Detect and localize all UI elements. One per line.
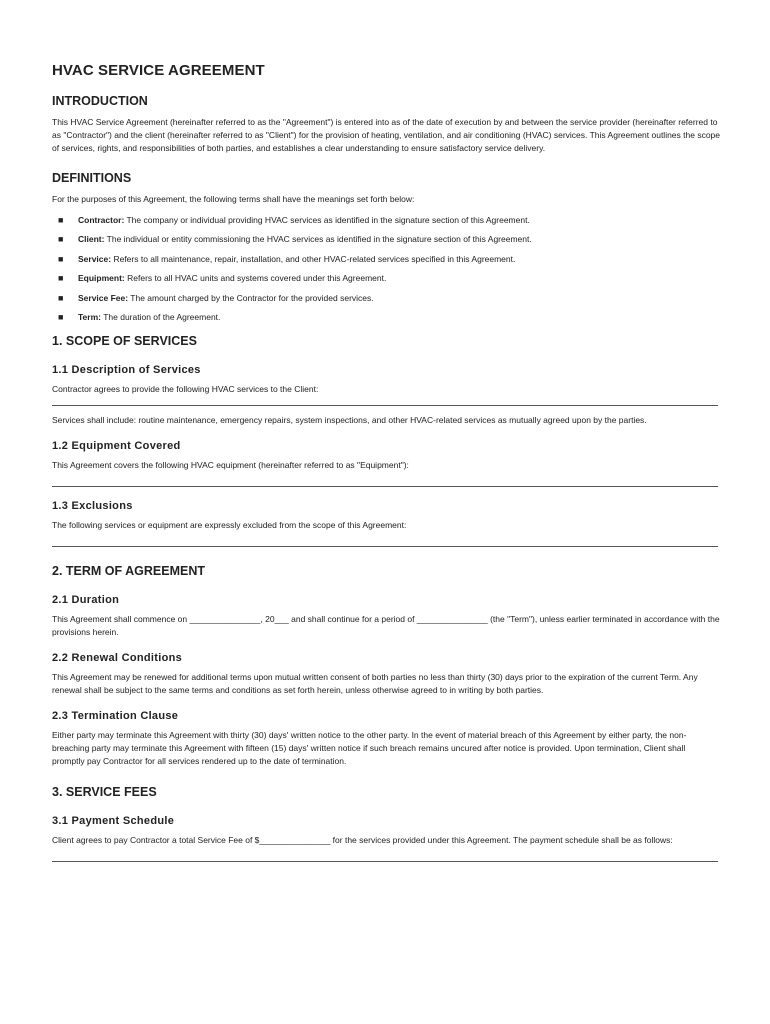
bullet-icon: ■ — [58, 273, 64, 284]
fill-in-line[interactable] — [52, 534, 718, 547]
bullet-icon: ■ — [58, 234, 64, 245]
renewal-text: This Agreement may be renewed for additional terms upon mutual written consent of both parties no less than thirty (30) days prior to the expiration of the current Term. Any renewal shall be subject to the same terms and conditions as set forth herein, unless otherwise agreed to in writing by both parties. — [52, 671, 698, 695]
scope-services-text: Services shall include: routine maintenance, emergency repairs, system inspections, and other HVAC-related services as mutually agreed upon by the parties. — [52, 414, 647, 425]
definition-text: The company or individual providing HVAC services as identified in the signature section of this Agreement. — [124, 215, 530, 225]
scope-description-text: Contractor agrees to provide the following HVAC services to the Client: — [52, 383, 319, 394]
payment-schedule-heading: 3.1 Payment Schedule — [52, 814, 175, 827]
definition-text: The amount charged by the Contractor for the provided services. — [128, 292, 374, 303]
bullet-icon: ■ — [58, 215, 64, 225]
equipment-heading: 1.2 Equipment Covered — [52, 439, 181, 452]
definition-text: The individual or entity commissioning the HVAC services as identified in the signature section of this Agreement. — [104, 234, 532, 245]
equipment-text: This Agreement covers the following HVAC equipment (hereinafter referred to as "Equipment"): — [52, 459, 409, 470]
bullet-icon: ■ — [58, 311, 64, 322]
list-item — [52, 253, 720, 266]
list-item — [52, 214, 720, 227]
definition-term: Service: — [78, 253, 112, 264]
definition-term: Contractor: — [78, 215, 125, 225]
duration-text: This Agreement shall commence on _______________, 20___ and shall continue for a period of _______________ (the "Term"), unless earlier terminated in accordance with the provisions herein. — [52, 613, 720, 637]
introduction-paragraph: This HVAC Service Agreement (hereinafter referred to as the "Agreement") is entered into as of the date of execution by and between the service provider (hereinafter referred to as "Contractor") and the client (hereinafter referred to as "Client") for the provision of heating, ventilation, and air conditioning (HVAC) services. This Agreement outlines the scope of services, rights, and responsibilities of both parties, and establishes a clear understanding to ensure satisfactory service delivery. — [52, 117, 721, 153]
introduction-heading: INTRODUCTION — [52, 94, 148, 108]
definition-text: The duration of the Agreement. — [101, 311, 221, 322]
document-title: HVAC SERVICE AGREEMENT — [52, 62, 265, 79]
definition-term: Service Fee: — [78, 292, 129, 303]
definition-term: Client: — [78, 234, 105, 245]
document-body — [52, 62, 720, 870]
payment-schedule-text: Client agrees to pay Contractor a total Service Fee of $_______________ for the services provided under this Agreement. The payment schedule shall be as follows: — [52, 834, 673, 845]
fees-heading: 3. SERVICE FEES — [52, 784, 157, 799]
definition-term: Equipment: — [78, 273, 125, 284]
definition-text: Refers to all HVAC units and systems covered under this Agreement. — [124, 273, 387, 284]
bullet-icon: ■ — [58, 292, 64, 303]
definition-term: Term: — [78, 311, 101, 322]
fill-in-line[interactable] — [52, 849, 718, 862]
definitions-heading: DEFINITIONS — [52, 171, 132, 185]
list-item — [52, 272, 720, 285]
definitions-lead: For the purposes of this Agreement, the following terms shall have the meanings set forth below: — [52, 194, 415, 204]
fill-in-line[interactable] — [52, 398, 718, 406]
scope-description-heading: 1.1 Description of Services — [52, 363, 201, 376]
scope-heading: 1. SCOPE OF SERVICES — [52, 333, 197, 348]
exclusions-text: The following services or equipment are expressly excluded from the scope of this Agreement: — [52, 519, 407, 530]
bullet-icon: ■ — [58, 253, 64, 264]
definitions-list — [52, 214, 720, 324]
definition-text: Refers to all maintenance, repair, installation, and other HVAC-related services specified in this Agreement. — [111, 253, 516, 264]
renewal-heading: 2.2 Renewal Conditions — [52, 651, 183, 664]
list-item — [52, 233, 720, 246]
list-item — [52, 292, 720, 305]
duration-heading: 2.1 Duration — [52, 593, 120, 606]
termination-heading: 2.3 Termination Clause — [52, 709, 179, 722]
list-item — [52, 311, 720, 324]
term-heading: 2. TERM OF AGREEMENT — [52, 563, 206, 578]
termination-text: Either party may terminate this Agreement with thirty (30) days' written notice to the other party. In the event of material breach of this Agreement by either party, the non-breaching party may terminate this Agreement with fifteen (15) days' written notice if such breach remains uncured after notice is provided. Upon termination, Client shall promptly pay Contractor for all services rendered up to the date of termination. — [52, 729, 687, 766]
fill-in-line[interactable] — [52, 474, 718, 487]
exclusions-heading: 1.3 Exclusions — [52, 499, 133, 512]
